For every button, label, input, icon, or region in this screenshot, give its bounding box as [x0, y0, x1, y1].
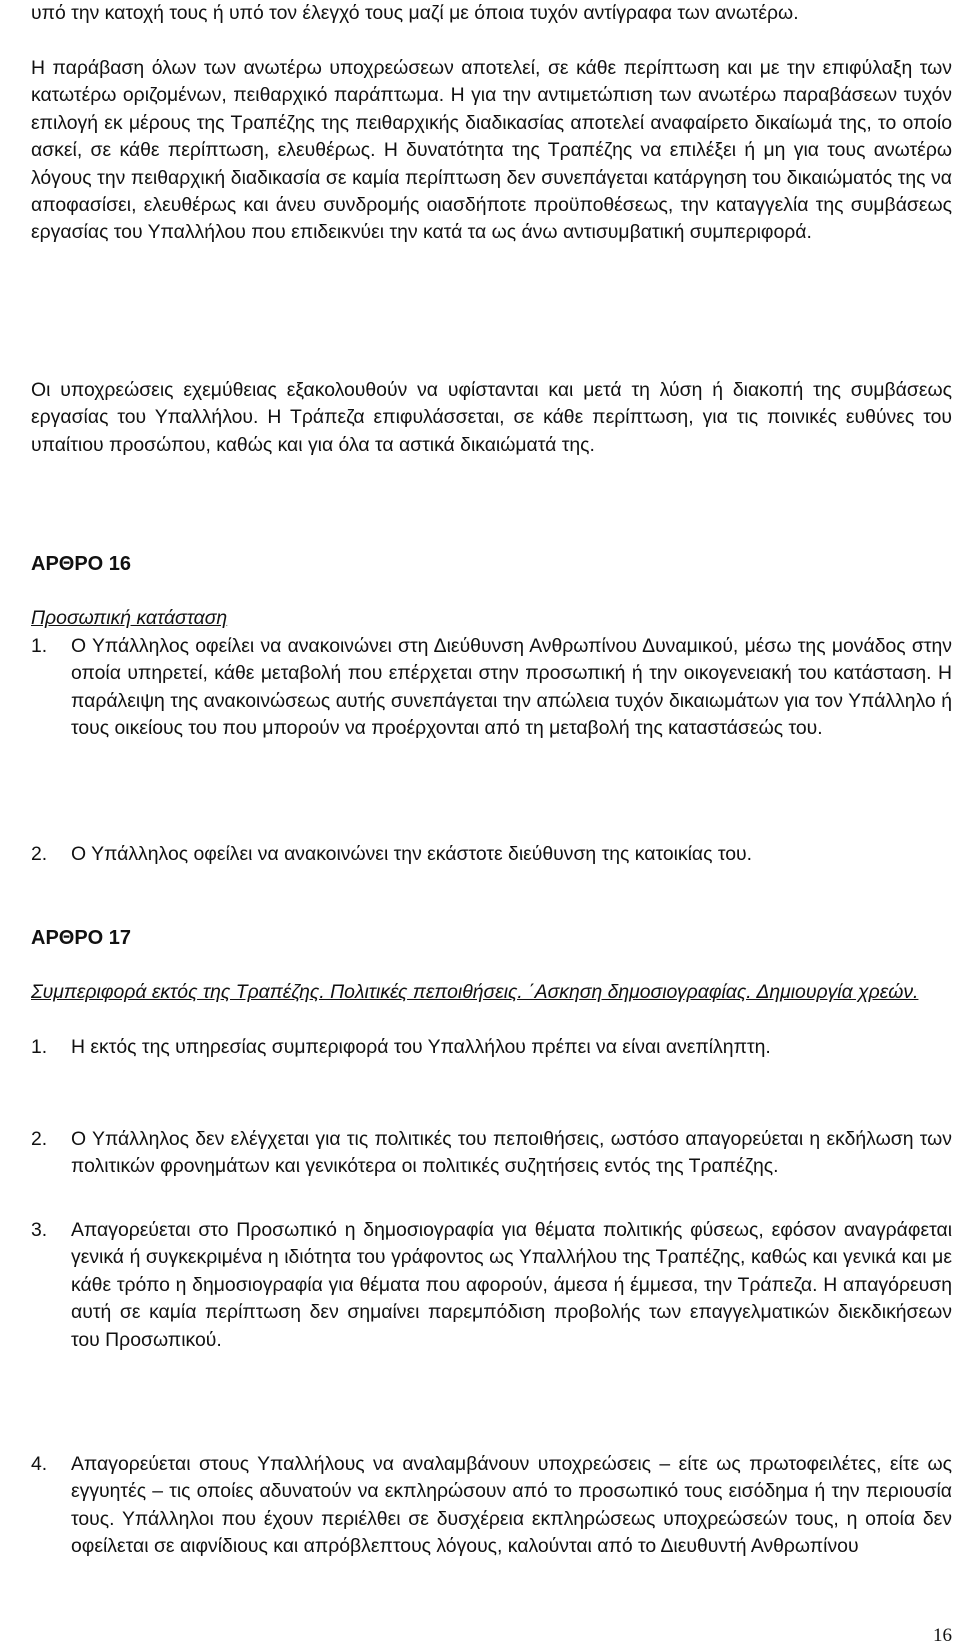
- article-16-heading: ΑΡΘΡΟ 16: [31, 553, 132, 575]
- paragraph-violation: Η παράβαση όλων των ανωτέρω υποχρεώσεων αποτελεί, σε κάθε περίπτωση και με την επιφύλαξη των κατωτέρω οριζομένων, πειθαρχικό παράπτωμα. Η για την αντιμετώπιση των ανωτέρω παραβάσεων τυχόν επιλογή εκ μέρους της Τραπέζης της πειθαρχικής διαδικασίας αποτελεί αναφαίρετο δικαίωμά της, το οποίο ασκεί, σε κάθε περίπτωση, ελευθέρως. Η δυνατότητα της Τραπέζης να επιλέξει ή μη για τους ανωτέρω λόγους την πειθαρχική διαδικασία σε καμία περίπτωση δεν συνεπάγεται κατάργηση του δικαιώματός της να αποφασίσει, ελευθέρως και άνευ συνδρομής οιασδήποτε προϋποθέσεως, την καταγγελία της συμβάσεως εργασίας του Υπαλλήλου που επιδεικνύει την κατά τα ως άνω αντισυμβατική συμπεριφορά.: [31, 57, 952, 244]
- paragraph-confidentiality: Οι υποχρεώσεις εχεμύθειας εξακολουθούν να υφίστανται και μετά τη λύση ή διακοπή της συμβάσεως εργασίας του Υπαλλήλου. Η Τράπεζα επιφυλάσσεται, σε κάθε περίπτωση, για τις ποινικές ευθύνες του υπαίτιου προσώπου, καθώς και για όλα τα αστικά δικαιώματά της.: [31, 379, 952, 456]
- paragraph-intro-end: υπό την κατοχή τους ή υπό τον έλεγχό τους μαζί με όποια τυχόν αντίγραφα των ανωτέρω.: [31, 2, 799, 24]
- article-17-item-3: [31, 1217, 952, 1354]
- item-number: 3.: [31, 1219, 48, 1241]
- item-text: Ο Υπάλληλος οφείλει να ανακοινώνει την εκάστοτε διεύθυνση της κατοικίας του.: [71, 843, 753, 865]
- item-text: Ο Υπάλληλος δεν ελέγχεται για τις πολιτικές του πεποιθήσεις, ωστόσο απαγορεύεται η εκδήλωση των πολιτικών φρονημάτων και γενικότερα οι πολιτικές συζητήσεις εντός της Τραπέζης.: [71, 1128, 952, 1178]
- article-17-subtitle: Συμπεριφορά εκτός της Τραπέζης. Πολιτικές πεποιθήσεις. ΄Ασκηση δημοσιογραφίας. Δημιουργία χρεών.: [31, 981, 919, 1003]
- item-text: Απαγορεύεται στο Προσωπικό η δημοσιογραφία για θέματα πολιτικής φύσεως, εφόσον αναγράφεται γενικά ή συγκεκριμένα η ιδιότητα του γράφοντος ως Υπαλλήλου της Τραπέζης, καθώς και γενικά και με κάθε τρόπο η δημοσιογραφία για θέματα που αφορούν, άμεσα ή έμμεσα, την Τράπεζα. Η απαγόρευση αυτή σε καμία περίπτωση δεν σημαίνει παρεμπόδιση προβολής των επαγγελματικών διεκδικήσεων του Προσωπικού.: [71, 1219, 952, 1351]
- item-number: 1.: [31, 635, 48, 657]
- article-17-item-4: [31, 1451, 952, 1561]
- item-number: 2.: [31, 843, 48, 865]
- page-number: 16: [933, 1625, 952, 1646]
- article-17-item-1: [31, 1034, 952, 1061]
- article-17-heading: ΑΡΘΡΟ 17: [31, 927, 132, 949]
- item-text: Ο Υπάλληλος οφείλει να ανακοινώνει στη Διεύθυνση Ανθρωπίνου Δυναμικού, μέσω της μονάδος στην οποία υπηρετεί, κάθε μεταβολή που επέρχεται στην προσωπική ή την οικογενειακή του κατάσταση. Η παράλειψη της ανακοινώσεως αυτής συνεπάγεται την απώλεια τυχόν δικαιωμάτων για τον Υπάλληλο ή τους οικείους του που μπορούν να προέρχονται από τη μεταβολή της καταστάσεώς του.: [71, 635, 952, 740]
- item-number: 4.: [31, 1453, 48, 1475]
- item-text: Η εκτός της υπηρεσίας συμπεριφορά του Υπαλλήλου πρέπει να είναι ανεπίληπτη.: [71, 1036, 771, 1058]
- article-16-subtitle: Προσωπική κατάσταση: [31, 607, 228, 629]
- article-17-item-2: [31, 1126, 952, 1181]
- article-16-item-1: [31, 633, 952, 743]
- item-number: 2.: [31, 1128, 48, 1150]
- item-number: 1.: [31, 1036, 48, 1058]
- item-text: Απαγορεύεται στους Υπαλλήλους να αναλαμβάνουν υποχρεώσεις – είτε ως πρωτοφειλέτες, είτε ως εγγυητές – τις οποίες αδυνατούν να εκπληρώσουν από το προσωπικό τους εισόδημα ή την περιουσία τους. Υπάλληλοι που έχουν περιέλθει σε δυσχέρεια εκπληρώσεως υποχρεώσεών τους, η οποία δεν οφείλεται σε αιφνίδιους και απρόβλεπτους λόγους, καλούνται από το Διευθυντή Ανθρωπίνου: [71, 1453, 952, 1558]
- article-16-item-2: [31, 841, 952, 868]
